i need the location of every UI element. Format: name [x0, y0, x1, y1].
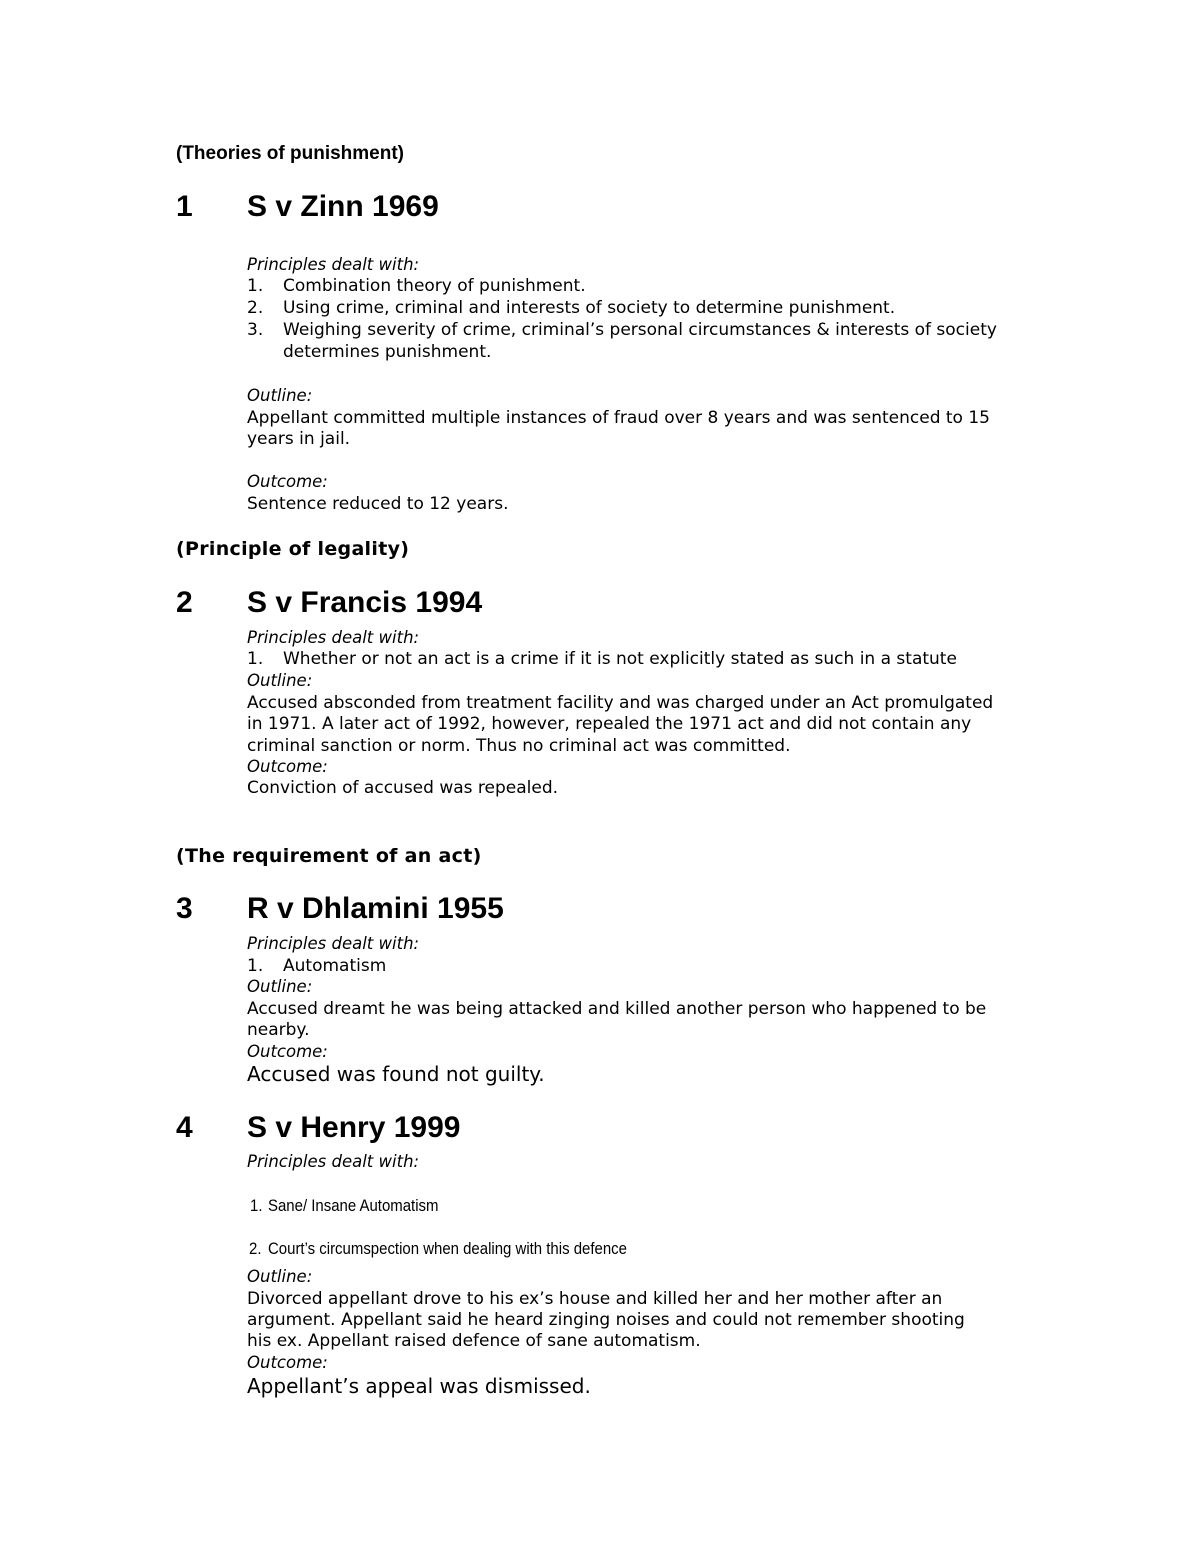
case-4-title: S v Henry 1999 [247, 1111, 461, 1144]
case-1-principle-3-line-1: Weighing severity of crime, criminal’s personal circumstances & interests of society [283, 320, 997, 340]
case-3-title: R v Dhlamini 1955 [247, 892, 504, 925]
case-1-outline-line-2: years in jail. [247, 429, 351, 449]
case-2-outline-line-3: criminal sanction or norm. Thus no criminal act was committed. [247, 736, 791, 756]
case-1-title: S v Zinn 1969 [247, 190, 439, 223]
case-3-outcome-label: Outcome: [247, 1042, 328, 1061]
section-heading-act: (The requirement of an act) [176, 845, 482, 867]
case-1-principles-label: Principles dealt with: [247, 255, 420, 274]
case-4-principles-label: Principles dealt with: [247, 1152, 420, 1171]
case-2-number: 2 [176, 586, 193, 619]
case-1-outline-label: Outline: [247, 386, 313, 405]
case-1-outline-line-1: Appellant committed multiple instances of fraud over 8 years and was sentenced to 15 [247, 408, 990, 428]
case-2-principle-1-number: 1. [247, 649, 264, 669]
case-4-number: 4 [176, 1111, 193, 1144]
case-4-principle-1: Sane/ Insane Automatism [268, 1196, 439, 1215]
case-1-outcome-line-1: Sentence reduced to 12 years. [247, 494, 509, 514]
case-1-number: 1 [176, 190, 193, 223]
case-2-outline-line-2: in 1971. A later act of 1992, however, repealed the 1971 act and did not contain any [247, 714, 972, 734]
section-heading-legality: (Principle of legality) [176, 538, 410, 560]
section-heading-theories: (Theories of punishment) [176, 143, 404, 164]
case-4-principle-2-number: 2. [249, 1239, 262, 1258]
case-3-outline-line-1: Accused dreamt he was being attacked and killed another person who happened to be [247, 999, 987, 1019]
case-3-principles-label: Principles dealt with: [247, 934, 420, 953]
case-1-principle-1-number: 1. [247, 276, 264, 296]
case-2-outline-line-1: Accused absconded from treatment facility and was charged under an Act promulgated [247, 693, 994, 713]
case-4-principle-1-number: 1. [250, 1196, 263, 1215]
case-2-outline-label: Outline: [247, 671, 313, 690]
case-3-outcome-line-1: Accused was found not guilty. [247, 1062, 545, 1086]
case-4-principle-2: Court’s circumspection when dealing with this defence [268, 1239, 627, 1258]
case-1-principle-1: Combination theory of punishment. [283, 276, 586, 296]
case-1-principle-3-number: 3. [247, 320, 264, 340]
case-4-outline-line-2: argument. Appellant said he heard zinging noises and could not remember shooting [247, 1310, 965, 1330]
case-1-principle-3-line-2: determines punishment. [283, 342, 492, 362]
case-1-principle-2-number: 2. [247, 298, 264, 318]
case-3-outline-label: Outline: [247, 977, 313, 996]
case-4-outline-line-1: Divorced appellant drove to his ex’s house and killed her and her mother after an [247, 1289, 943, 1309]
case-1-principle-2: Using crime, criminal and interests of society to determine punishment. [283, 298, 896, 318]
case-2-principle-1: Whether or not an act is a crime if it is not explicitly stated as such in a statute [283, 649, 957, 669]
case-4-outline-label: Outline: [247, 1267, 313, 1286]
case-3-principle-1-number: 1. [247, 956, 264, 976]
case-2-outcome-line-1: Conviction of accused was repealed. [247, 778, 559, 798]
case-4-outcome-label: Outcome: [247, 1353, 328, 1372]
case-3-outline-line-2: nearby. [247, 1020, 310, 1040]
case-4-outline-line-3: his ex. Appellant raised defence of sane automatism. [247, 1331, 701, 1351]
case-3-number: 3 [176, 892, 193, 925]
case-2-outcome-label: Outcome: [247, 757, 328, 776]
case-2-principles-label: Principles dealt with: [247, 628, 420, 647]
case-2-title: S v Francis 1994 [247, 586, 483, 619]
case-3-principle-1: Automatism [283, 956, 387, 976]
case-4-outcome-line-1: Appellant’s appeal was dismissed. [247, 1374, 591, 1398]
case-1-outcome-label: Outcome: [247, 472, 328, 491]
